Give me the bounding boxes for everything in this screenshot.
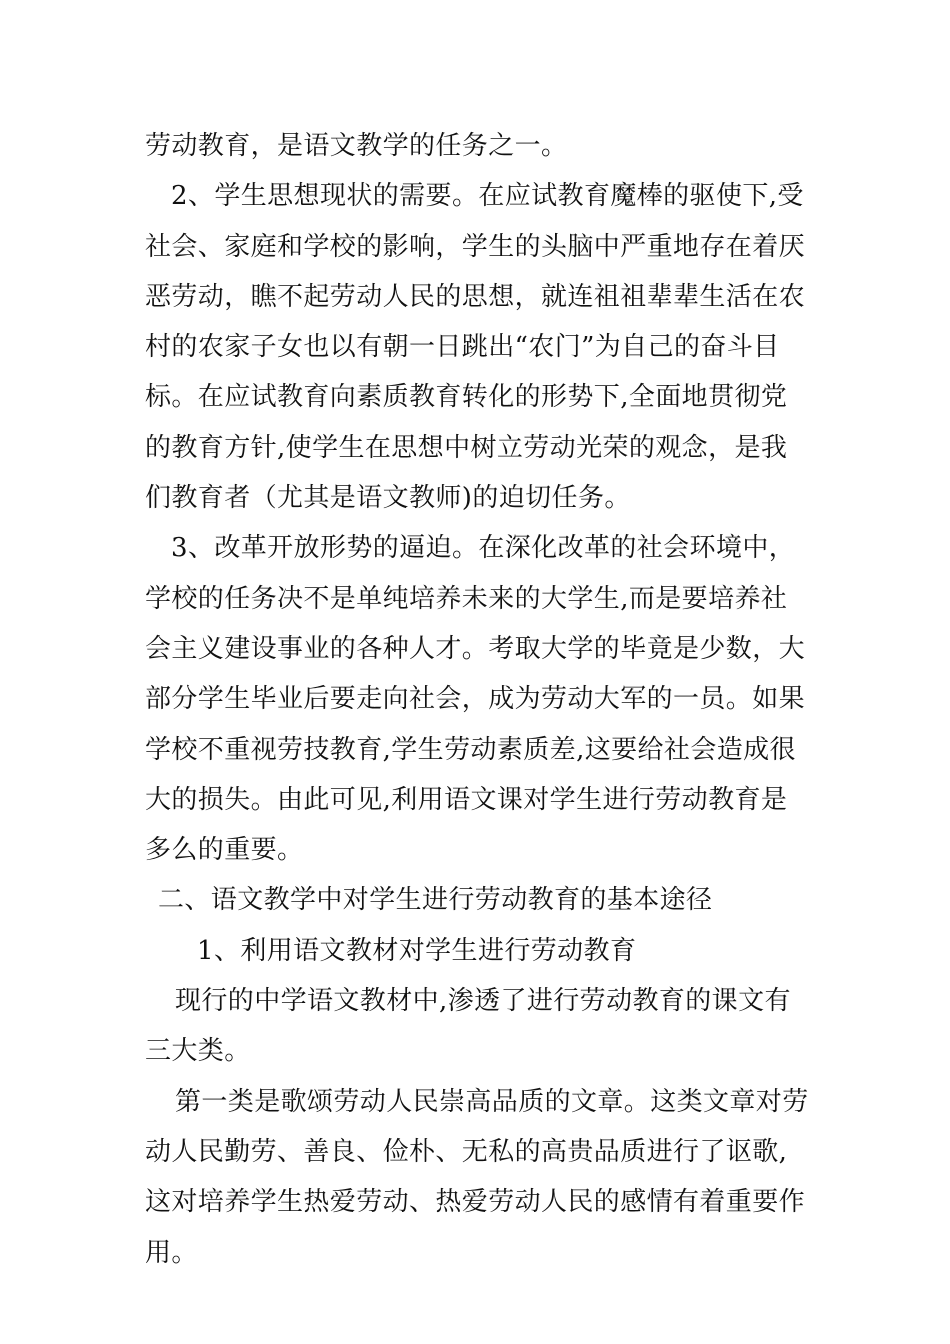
paragraph-continuation: 劳动教育，是语文教学的任务之一。: [145, 131, 568, 161]
paragraph-point-3: 3、改革开放形势的逼迫。在深化改革的社会环境中，学校的任务决不是单纯培养未来的大学生,而是要培养社会主义建设事业的各种人才。考取大学的毕竟是少数，大部分学生毕业后要走向社会，成为劳动大军的一员。如果学校不重视劳技教育,学生劳动素质差,这要给社会造成很大的损失。由此可见,利用语文课对学生进行劳动教育是多么的重要。: [145, 533, 806, 866]
paragraph-point-2: 2、学生思想现状的需要。在应试教育魔棒的驱使下,受社会、家庭和学校的影响，学生的头脑中严重地存在着厌恶劳动，瞧不起劳动人民的思想，就连祖祖辈辈生活在农村的农家子女也以有朝一日跳出“农门”为自己的奋斗目标。在应试教育向素质教育转化的形势下,全面地贯彻党的教育方针,使学生在思想中树立劳动光荣的观念，是我们教育者（尤其是语文教师)的迫切任务。: [145, 181, 806, 514]
body-text: [145, 121, 810, 1278]
paragraph-first-category: 第一类是歌颂劳动人民崇高品质的文章。这类文章对劳动人民勤劳、善良、俭朴、无私的高贵品质进行了讴歌,这对培养学生热爱劳动、热爱劳动人民的感情有着重要作用。: [145, 1086, 809, 1268]
subsection-heading: 1、利用语文教材对学生进行劳动教育: [197, 935, 637, 966]
paragraph-textbook-intro: 现行的中学语文教材中,渗透了进行劳动教育的课文有三大类。: [145, 986, 791, 1067]
section-heading: 二、语文教学中对学生进行劳动教育的基本途径: [158, 885, 713, 916]
